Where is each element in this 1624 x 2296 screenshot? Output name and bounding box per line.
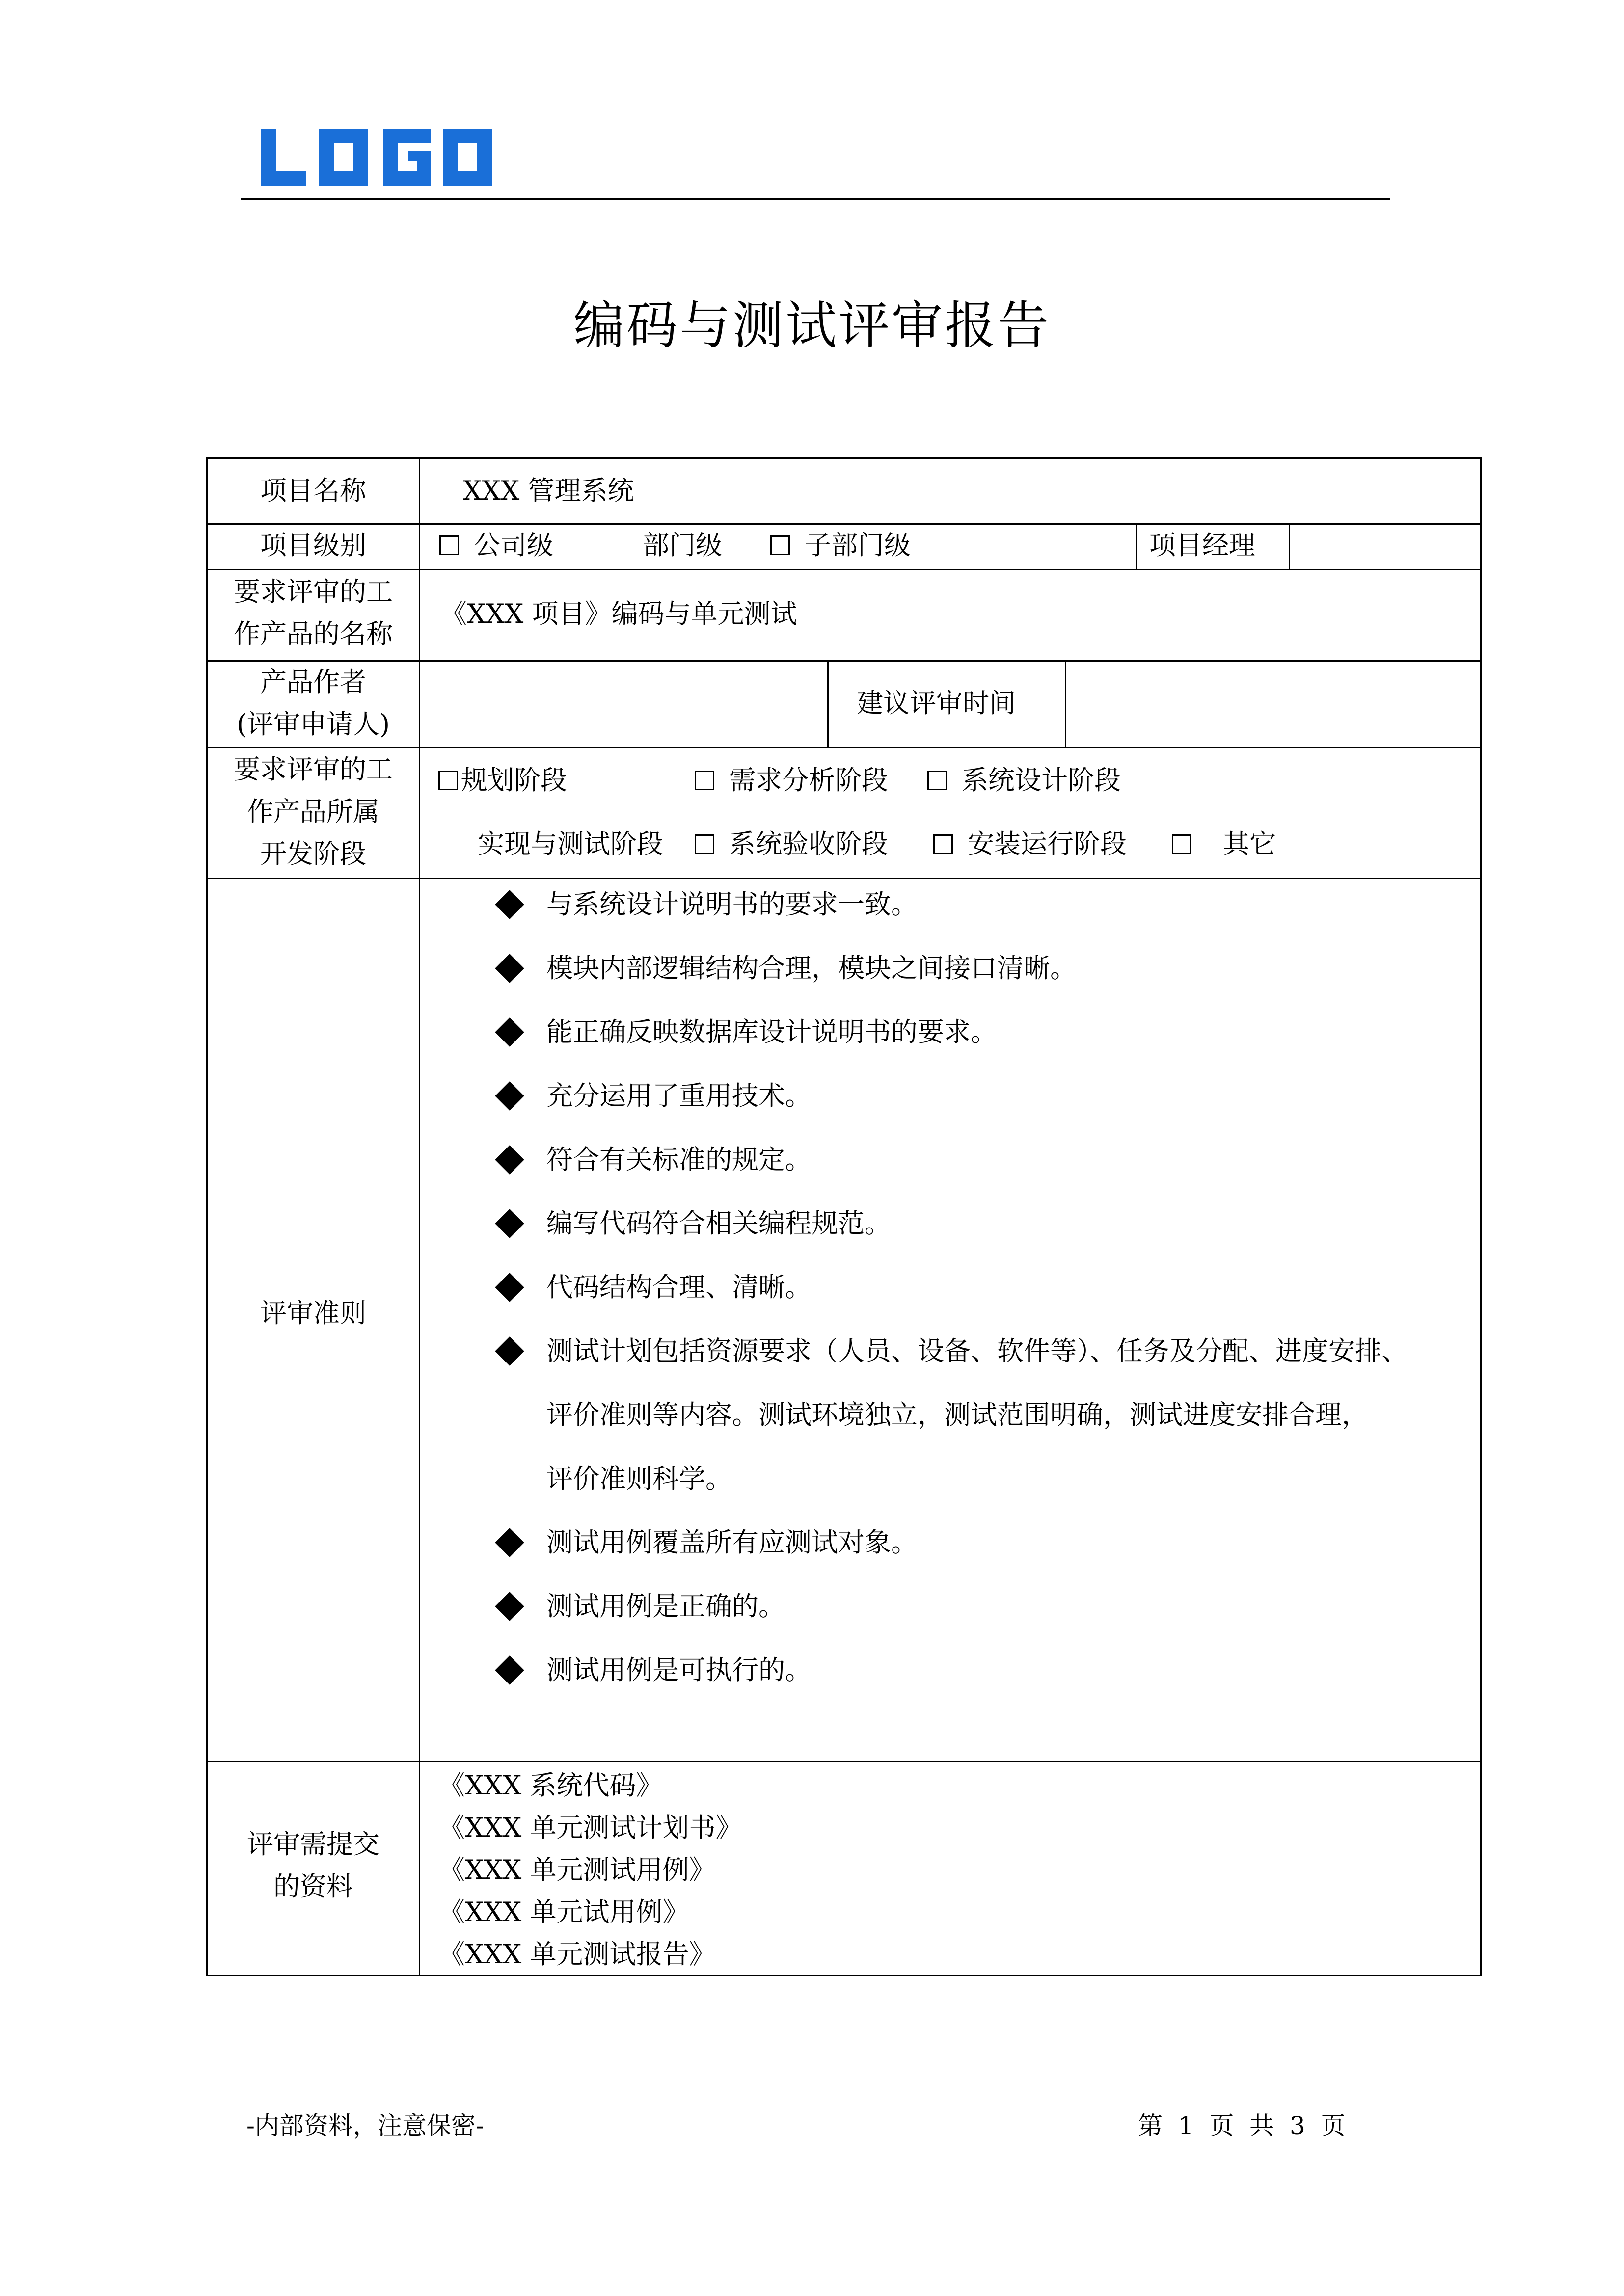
stage-label xyxy=(208,748,419,875)
project-manager-label: 项目经理 xyxy=(1149,530,1255,561)
materials-label-line2: 的资料 xyxy=(273,1871,353,1902)
row-divider xyxy=(208,878,1480,879)
diamond-bullet-icon xyxy=(495,890,524,919)
stage-options-row1 xyxy=(438,759,1121,801)
level-company-label: 公司级 xyxy=(474,530,553,561)
level-subdepartment-label: 子部门级 xyxy=(805,530,911,561)
material-item: 《XXX 单元测试用例》 xyxy=(438,1854,716,1885)
criteria-item: 测试用例是正确的。 xyxy=(546,1591,785,1622)
page-number: 第 1 页 共 3 页 xyxy=(1138,2111,1346,2140)
criteria-item: 测试计划包括资源要求（人员、设备、软件等）、任务及分配、进度安排、 xyxy=(546,1335,1408,1366)
criteria-label: 评审准则 xyxy=(260,1298,366,1329)
diamond-bullet-icon xyxy=(495,1209,524,1238)
review-time-label: 建议评审时间 xyxy=(857,688,1016,719)
materials-list xyxy=(438,1764,742,1976)
criteria-item-continuation: 评价准则科学。 xyxy=(546,1463,732,1494)
criteria-item: 模块内部逻辑结构合理，模块之间接口清晰。 xyxy=(546,953,1077,984)
stage-label-line1: 要求评审的工 xyxy=(234,754,393,785)
work-product-label xyxy=(208,571,419,655)
confidential-note: -内部资料，注意保密- xyxy=(246,2111,484,2140)
level-company-checkbox[interactable] xyxy=(439,535,459,555)
column-divider xyxy=(1136,523,1137,569)
criteria-item-continuation: 评价准则等内容。测试环境独立，测试范围明确，测试进度安排合理， xyxy=(546,1399,1368,1430)
header-rule xyxy=(241,198,1390,200)
stage-acceptance-checkbox[interactable] xyxy=(695,834,714,854)
column-divider xyxy=(419,459,420,1976)
stage-requirements-label: 需求分析阶段 xyxy=(729,765,888,796)
diamond-bullet-icon xyxy=(495,1655,524,1684)
stage-other-checkbox[interactable] xyxy=(1172,834,1191,854)
diamond-bullet-icon xyxy=(495,1273,524,1302)
diamond-bullet-icon xyxy=(495,1528,524,1557)
work-product-value[interactable]: 《XXX 项目》编码与单元测试 xyxy=(440,598,797,629)
project-name-value[interactable]: XXX 管理系统 xyxy=(463,475,634,506)
work-product-label-line2: 作产品的名称 xyxy=(234,618,393,649)
criteria-item: 测试用例覆盖所有应测试对象。 xyxy=(546,1527,918,1558)
column-divider xyxy=(1289,523,1290,569)
materials-label xyxy=(208,1823,419,1908)
work-product-label-line1: 要求评审的工 xyxy=(234,576,393,607)
criteria-item: 测试用例是可执行的。 xyxy=(546,1655,812,1685)
stage-planning-label: 规划阶段 xyxy=(461,765,567,796)
stage-requirements-checkbox[interactable] xyxy=(695,771,714,790)
material-item: 《XXX 单元测试计划书》 xyxy=(438,1812,742,1843)
criteria-item: 代码结构合理、清晰。 xyxy=(546,1272,812,1303)
document-title: 编码与测试评审报告 xyxy=(573,295,1051,355)
material-item: 《XXX 单元试用例》 xyxy=(438,1896,689,1927)
criteria-item: 符合有关标准的规定。 xyxy=(546,1144,812,1175)
diamond-bullet-icon xyxy=(495,1017,524,1046)
project-level-label: 项目级别 xyxy=(260,530,366,561)
material-item: 《XXX 系统代码》 xyxy=(438,1770,663,1801)
stage-options-row2 xyxy=(478,823,1276,865)
criteria-item: 充分运用了重用技术。 xyxy=(546,1080,812,1111)
materials-label-line1: 评审需提交 xyxy=(247,1829,379,1860)
diamond-bullet-icon xyxy=(495,1081,524,1110)
diamond-bullet-icon xyxy=(495,1592,524,1621)
stage-design-checkbox[interactable] xyxy=(927,771,947,790)
column-divider xyxy=(1065,660,1066,747)
stage-operation-checkbox[interactable] xyxy=(933,834,953,854)
logo xyxy=(261,129,492,186)
stage-label-line2: 作产品所属 xyxy=(247,796,379,827)
stage-label-line3: 开发阶段 xyxy=(260,838,366,869)
stage-planning-checkbox[interactable] xyxy=(438,771,458,790)
project-name-label: 项目名称 xyxy=(260,475,366,506)
diamond-bullet-icon xyxy=(495,1145,524,1174)
stage-other-label: 其它 xyxy=(1223,828,1276,859)
level-department-label: 部门级 xyxy=(643,530,722,561)
row-divider xyxy=(208,1761,1480,1762)
level-subdepartment-checkbox[interactable] xyxy=(770,535,790,555)
row-divider xyxy=(208,747,1480,748)
column-divider xyxy=(827,660,829,747)
criteria-item: 能正确反映数据库设计说明书的要求。 xyxy=(546,1016,997,1047)
author-label-line1: 产品作者 xyxy=(260,667,366,697)
author-label-line2: (评审申请人) xyxy=(236,709,390,740)
stage-implementation-label: 实现与测试阶段 xyxy=(478,828,663,859)
criteria-item: 编写代码符合相关编程规范。 xyxy=(546,1208,891,1239)
material-item: 《XXX 单元测试报告》 xyxy=(438,1939,716,1970)
project-level-options xyxy=(439,524,911,566)
stage-acceptance-label: 系统验收阶段 xyxy=(729,828,888,859)
stage-design-label: 系统设计阶段 xyxy=(962,765,1121,796)
stage-operation-label: 安装运行阶段 xyxy=(968,828,1127,859)
diamond-bullet-icon xyxy=(495,1336,524,1365)
diamond-bullet-icon xyxy=(495,954,524,983)
row-divider xyxy=(208,569,1480,570)
criteria-item: 与系统设计说明书的要求一致。 xyxy=(546,889,918,920)
review-form-table xyxy=(206,457,1482,1976)
author-label xyxy=(208,661,419,746)
